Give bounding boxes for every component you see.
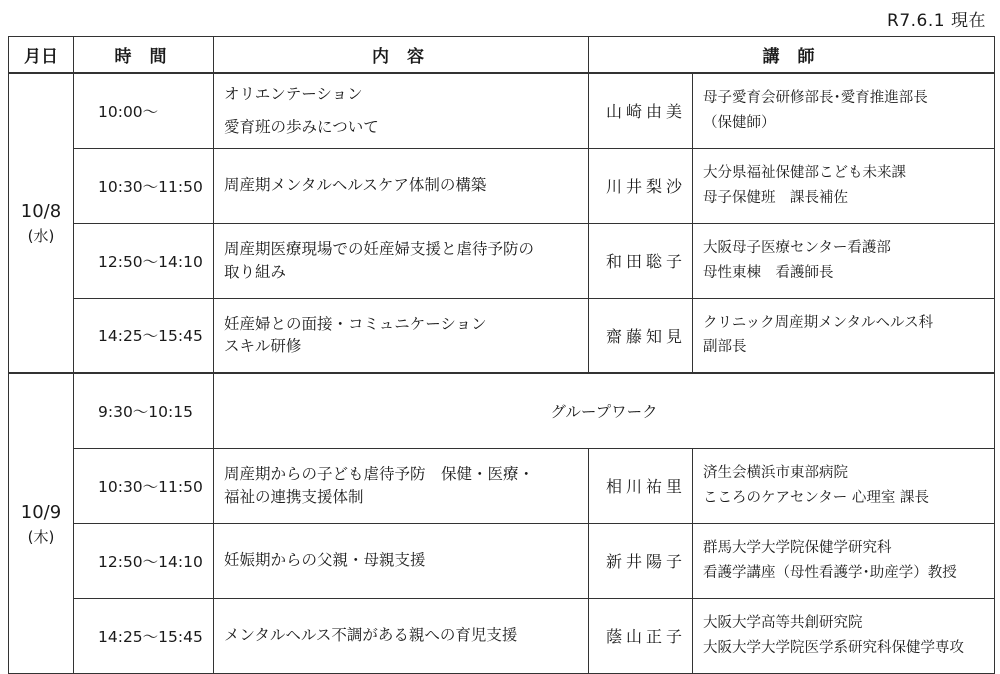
session-content (214, 73, 589, 148)
lecturer-name: 相川祐里 (589, 448, 693, 523)
session-content (214, 148, 589, 223)
content-line: 妊娠期からの父親・母親支援 (224, 551, 426, 570)
lecturer-affiliation (693, 448, 995, 523)
schedule-table (8, 36, 995, 674)
session-time: 12:50～14:10 (74, 223, 214, 298)
lecturer-name: 山崎由美 (589, 73, 693, 148)
table-row (9, 223, 995, 298)
affiliation-line: 大阪大学大学院医学系研究科保健学専攻 (703, 639, 964, 656)
group-work-label: グループワーク (214, 373, 995, 448)
content-line: 周産期メンタルヘルスケア体制の構築 (224, 176, 487, 195)
lecturer-affiliation (693, 73, 995, 148)
affiliation-line: クリニック周産期メンタルヘルス科 (703, 314, 934, 331)
header-time: 時 間 (74, 37, 214, 74)
lecturer-affiliation (693, 148, 995, 223)
session-content (214, 298, 589, 373)
content-line: メンタルヘルス不調がある親への育児支援 (224, 626, 518, 645)
session-time: 10:30～11:50 (74, 148, 214, 223)
date-cell-day2 (9, 373, 74, 673)
lecturer-affiliation (693, 223, 995, 298)
as-of-date: R7.6.1 現在 (887, 11, 986, 31)
session-content (214, 598, 589, 673)
header-content: 内 容 (214, 37, 589, 74)
lecturer-affiliation (693, 598, 995, 673)
affiliation-line: 母性東棟 看護師長 (703, 264, 834, 281)
table-row (9, 73, 995, 148)
affiliation-line: 大阪母子医療センター看護部 (703, 239, 891, 256)
content-line: オリエンテーション (224, 85, 363, 104)
lecturer-name: 新井陽子 (589, 523, 693, 598)
session-time: 12:50～14:10 (74, 523, 214, 598)
table-row (9, 523, 995, 598)
content-line: 愛育班の歩みについて (224, 117, 379, 136)
lecturer-affiliation (693, 298, 995, 373)
date-cell-day1 (9, 73, 74, 373)
content-line: 取り組み (224, 262, 287, 281)
date-label: 10/8 (20, 201, 62, 223)
content-line: 妊産婦との面接・コミュニケーション (224, 314, 487, 333)
table-row (9, 148, 995, 223)
affiliation-line: 大阪大学高等共創研究院 (703, 614, 863, 631)
content-line: 周産期医療現場での妊産婦支援と虐待予防の (224, 240, 535, 259)
table-row (9, 298, 995, 373)
affiliation-line: 母子愛育会研修部長･愛育推進部長 (703, 90, 928, 107)
table-row (9, 373, 995, 448)
table-row (9, 448, 995, 523)
table-row (9, 598, 995, 673)
lecturer-name: 齋藤知見 (589, 298, 693, 373)
session-time: 9:30～10:15 (74, 373, 214, 448)
affiliation-line: 母子保健班 課長補佐 (703, 189, 848, 206)
content-line: 福祉の連携支援体制 (224, 487, 364, 506)
session-content (214, 448, 589, 523)
content-line: 周産期からの子ども虐待予防 保健・医療・ (224, 465, 535, 484)
date-label: 10/9 (20, 501, 62, 523)
session-content (214, 223, 589, 298)
header-row (9, 37, 995, 74)
affiliation-line: 副部長 (703, 339, 747, 356)
session-time: 10:00～ (74, 73, 214, 148)
affiliation-line: 済生会横浜市東部病院 (703, 464, 848, 481)
header-date: 月日 (9, 37, 74, 74)
lecturer-name: 蔭山正子 (589, 598, 693, 673)
affiliation-line: 看護学講座（母性看護学･助産学）教授 (703, 564, 957, 581)
affiliation-line: （保健師） (703, 114, 776, 131)
weekday-label: (水) (27, 227, 55, 246)
content-line: スキル研修 (224, 337, 302, 356)
affiliation-line: こころのケアセンター 心理室 課長 (703, 489, 929, 506)
session-time: 10:30～11:50 (74, 448, 214, 523)
lecturer-name: 川井梨沙 (589, 148, 693, 223)
header-lecturer: 講 師 (589, 37, 995, 74)
session-time: 14:25～15:45 (74, 298, 214, 373)
session-content (214, 523, 589, 598)
lecturer-name: 和田聡子 (589, 223, 693, 298)
session-time: 14:25～15:45 (74, 598, 214, 673)
affiliation-line: 群馬大学大学院保健学研究科 (703, 539, 892, 556)
weekday-label: (木) (27, 527, 55, 546)
lecturer-affiliation (693, 523, 995, 598)
affiliation-line: 大分県福祉保健部こども未来課 (703, 164, 906, 181)
